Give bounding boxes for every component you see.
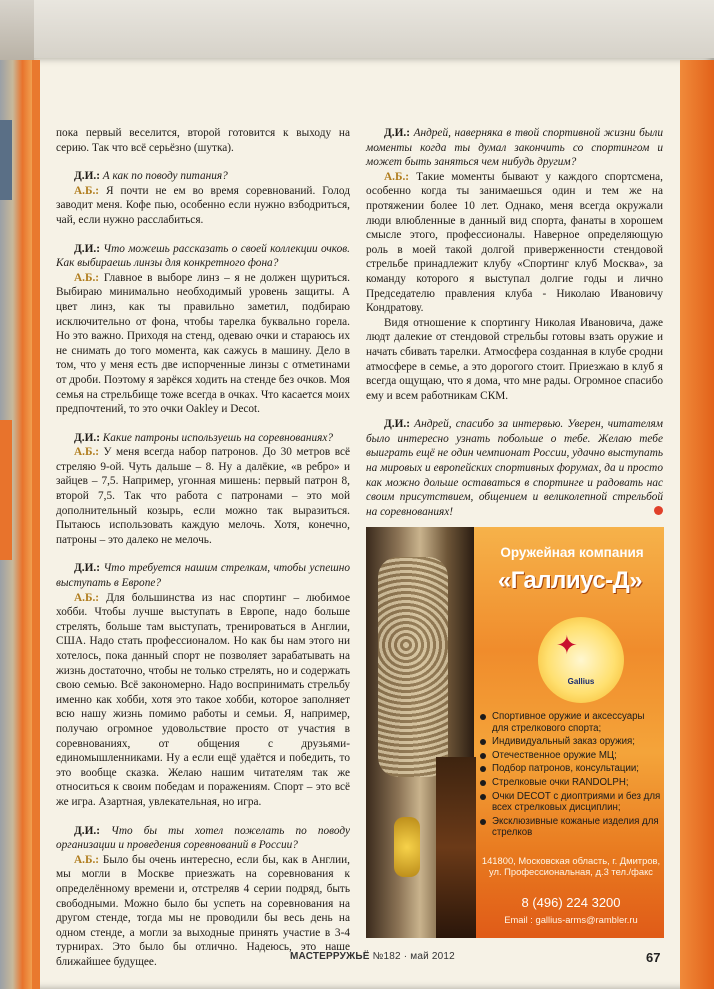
answer-text: Было бы очень интересно, если бы, как в Англии, мы могли в Москве приезжать на соревнования к определённому времени и, отстреляв 4 серии подряд, быть свободными. Можно было бы успеть на соревнования на другом стенде, тогда мы не проводили бы весь день на одном стенде, а могли за выходные принять участие в 3-4 турнирах. Это было бы отлично. Надеюсь, это наше ближайшее будущее. (56, 853, 350, 968)
speaker-label: А.Б.: (74, 591, 100, 604)
ad-service-item: Стрелковые очки RANDOLPH; (480, 777, 662, 789)
ad-email: Email : gallius-arms@rambler.ru (504, 914, 638, 925)
question-text: Андрей, спасибо за интервью. Уверен, читателям было интересно узнать побольше о тебе. Желаю тебе выиграть ещё не один чемпионат России, удачно выступать на мировых и европейских спортивных форумах, да и просто как можно дольше оставаться в спортинге и радовать нас своим присутствием, общением и великолепной стрельбой на соревнованиях! (366, 418, 663, 518)
speaker-label: Д.И.: (74, 431, 100, 444)
ad-services-list (480, 711, 662, 841)
interview-question (56, 824, 350, 853)
ad-service-item: Эксклюзивные кожаные изделия для стрелков (480, 816, 662, 839)
interview-answer (56, 184, 350, 228)
speaker-label: Д.И.: (74, 170, 100, 183)
answer-text: У меня всегда набор патронов. До 30 метров всё стреляю 9-ой. Чуть дальше – 8. Ну а далёкие, «в ребро» и зайцев – 7,5. Например, угонная мишень: первый патрон 8, второй 7,5. Так что работа с патронами – это мой дополнительный козырь, если можно так выразиться. Пытаюсь использовать каждую мелочь. Хотя, конечно, патроны – это далеко не мелочь. (56, 446, 350, 546)
speaker-label: Д.И.: (74, 824, 100, 837)
ad-service-item: Очки DECOT с диоптриями и без для всех стрелковых дисциплин; (480, 791, 662, 814)
gallius-logo-icon: ✦ (556, 631, 578, 661)
speaker-label: А.Б.: (74, 271, 100, 284)
interview-question (56, 169, 350, 184)
article-paragraph: Видя отношение к спортингу Николая Ивановича, даже людт далекие от стендовой стрельбы готовы взать оружие и начать сбивать тарелки. Атмосфера созданная в клубе сродни атмосфере в семье, а это дорогого стоит. Приезжаю в клуб я всегда ощущаю, что я дома, что мне рады. Огромное спасибо ему и всем работникам СКМ. (366, 316, 663, 402)
question-text: Что можешь рассказать о своей коллекции очков. Как выбираешь линзы для конкретного фона? (56, 242, 350, 270)
article-paragraph: пока первый веселится, второй готовится к выходу на серию. Так что всё серьёзно (шутка). (56, 127, 350, 154)
question-text: Что требуется нашим стрелкам, чтобы успешно выступать в Европе? (56, 562, 350, 590)
paragraph-gap (56, 155, 350, 169)
question-text: Андрей, наверняка в твой спортивной жизни были моменты когда ты думал закончить со спортингом и может быть заняться чем нибудь другим? (366, 127, 663, 169)
page-number: 67 (646, 950, 661, 965)
speaker-label: А.Б.: (74, 446, 100, 459)
speaker-label: Д.И.: (74, 242, 100, 255)
paragraph-gap (366, 403, 663, 417)
engraving-pattern (378, 557, 448, 777)
ad-address: 141800, Московская область, г. Дмитров, ул. Профессиональная, д.3 тел./факс (481, 855, 661, 878)
answer-text: Главное в выборе линз – я не должен щуриться. Выбираю минимально необходимый уровень защиты. А цвет линз, как ты правильно заметил, подбираю исключительно от фона, чтобы тарелка буквально горела. Но это важно. Приходя на стенд, одеваю очки и стараюсь их не снимать до того момента, как сажусь в машину. Дело в том, что у меня есть две испорченные линзы с отметинами от дроби. Поэтому я зарёкся ходить на стенде без очков. Моя семья на стрельбище тоже всегда в очках. Что касается моих предпочтений, то это очки Oakley и Decot. (56, 271, 350, 416)
interview-answer (56, 591, 350, 810)
question-text: А как по поводу питания? (99, 170, 228, 183)
answer-text: Для большинства из нас спортинг – любимое хобби. Чтобы лучше выступать в Европе, надо больше стрелять, больше там выступать, тренироваться в Англии, США. Надо стать профессионалом. Но как бы нам этого ни хотелось, пока данный спорт не позволяет зарабатывать на жизнь достаточно, чтобы не только стрелять, но и содержать свою семью. Всё закономерно. Надо воспринимать стрельбу именно как хобби, хотя это такое хобби, которое заполняет всю нашу жизнь помимо работы и семьи. Я, например, получаю огромное удовольствие просто от участия в соревнованиях, от общения с друзьями-единомышленниками. Ну а если ещё удаётся и победить, то это вообще сказка. Желаю нашим читателям так же относиться к своим победам и поражениям. Спорт – это всё же игра. Азартная, увлекательная, но игра. (56, 591, 350, 808)
interview-question (56, 242, 350, 271)
ad-service-item: Подбор патронов, консультации; (480, 763, 662, 775)
interview-answer (366, 170, 663, 316)
page-left-orange-stripe (32, 60, 40, 989)
speaker-label: Д.И.: (74, 562, 100, 575)
paragraph-gap (56, 417, 350, 431)
gallius-logo (538, 617, 624, 703)
question-text: Что бы ты хотел пожелать по поводу организации и проведения соревнований в России? (56, 824, 350, 852)
question-text: Какие патроны используешь на соревнованиях? (99, 431, 334, 444)
answer-text: Я почти не ем во время соревнований. Голод заводит меня. Кофе пью, особенно если нужно взбодриться, чай, если нужно расслабиться. (56, 184, 350, 226)
article-column-right (366, 126, 663, 519)
article-column-left (56, 126, 350, 969)
speaker-label: А.Б.: (74, 853, 100, 866)
interview-question (366, 126, 663, 170)
paragraph-gap (56, 547, 350, 561)
speaker-label: А.Б.: (384, 170, 410, 183)
paragraph-gap (56, 810, 350, 824)
gallius-logo-text: Gallius (567, 677, 595, 686)
adjacent-page-edge-orange (0, 420, 12, 560)
ad-phone: 8 (496) 224 3200 (521, 895, 621, 910)
magazine-name: МАСТЕРРУЖЬЁ (290, 951, 370, 962)
end-of-article-bullet (654, 506, 663, 515)
speaker-label: Д.И.: (384, 127, 410, 139)
ad-title-company: Оружейная компания (500, 545, 644, 560)
interview-question (366, 417, 663, 519)
adjacent-page-edge (0, 120, 12, 200)
page-right-orange-bar (680, 60, 714, 989)
issue-info: №182 · май 2012 (372, 951, 455, 962)
ad-service-item: Индивидуальный заказ оружия; (480, 736, 662, 748)
ad-service-item: Спортивное оружие и аксессуары для стрелкового спорта; (480, 711, 662, 734)
gold-inlay (394, 817, 420, 877)
engraved-shotgun-image (366, 527, 474, 938)
ad-service-item: Отечественное оружие МЦ; (480, 750, 662, 762)
wooden-stock (436, 757, 476, 938)
ad-title-brand: «Галлиус-Д» (497, 567, 643, 594)
scan-top-band (34, 0, 714, 58)
gallius-advertisement (366, 527, 664, 938)
paragraph-gap (56, 228, 350, 242)
page-footer (290, 951, 455, 962)
speaker-label: А.Б.: (74, 184, 100, 197)
interview-question (56, 561, 350, 590)
interview-question (56, 431, 350, 446)
interview-answer (56, 271, 350, 417)
answer-text: Такие моменты бывают у каждого спортсмена, особенно когда ты занимаешься один и тем же на протяжении более 10 лет. Однако, меня всегда окружали люди влюбленные в данный вид спорта, фанаты в хорошем смысле этого, профессионалы. Наверное определяющую роль в моей такой долгой приверженности стендовой стрельбе принадлежит клубу «Спортинг клуб Москва», за команду которого я выступал долгие годы и лично Председателю правления клуба - Николаю Ивановичу Кондратову. (366, 170, 663, 315)
interview-answer (56, 445, 350, 547)
speaker-label: Д.И.: (384, 418, 410, 431)
